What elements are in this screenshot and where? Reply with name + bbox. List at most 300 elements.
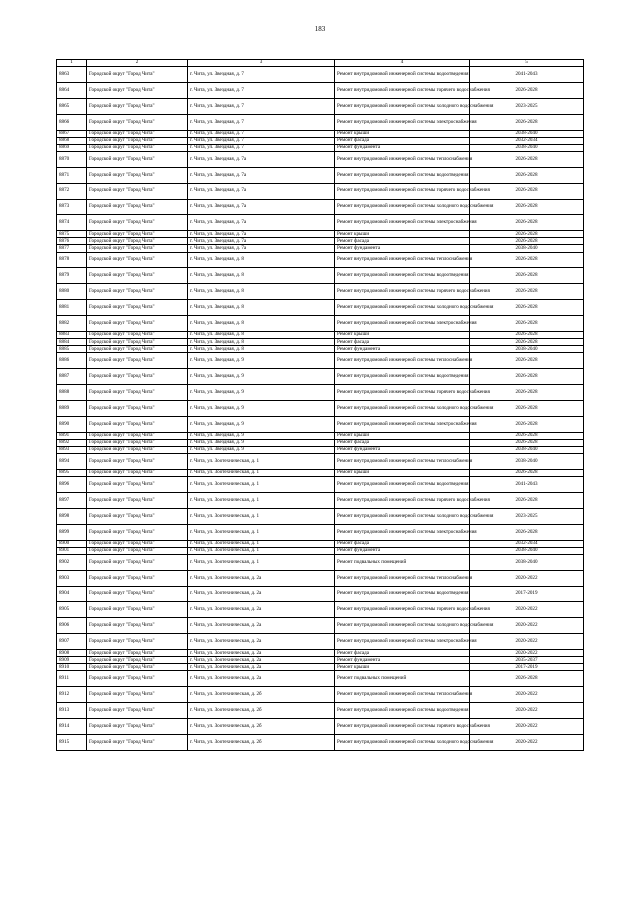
period-cell: 2026-2028 [470, 492, 584, 508]
work-type-cell: Ремонт внутридомовой инженерной системы теплоснабжения [335, 353, 470, 369]
work-type-cell: Ремонт фасада [335, 540, 470, 547]
address-cell: г. Чита, ул. Зоотехническая, д. 1 [188, 540, 335, 547]
row-number-cell: 8866 [57, 114, 87, 130]
address-cell: г. Чита, ул. Звездная, д. 8 [188, 300, 335, 316]
address-cell: г. Чита, ул. Звездная, д. 7а [188, 151, 335, 167]
period-cell: 2026-2028 [470, 215, 584, 231]
address-cell: г. Чита, ул. Зоотехническая, д. 2а [188, 634, 335, 650]
address-cell: г. Чита, ул. Звездная, д. 7а [188, 183, 335, 199]
work-type-cell: Ремонт внутридомовой инженерной системы холодного водоснабжения [335, 618, 470, 634]
municipality-cell: Городской округ "Город Чита" [87, 353, 188, 369]
table-row [57, 618, 584, 634]
work-type-cell: Ремонт внутридомовой инженерной системы электроснабжения [335, 215, 470, 231]
work-type-cell: Ремонт внутридомовой инженерной системы электроснабжения [335, 114, 470, 130]
table-row [57, 570, 584, 586]
table-row [57, 238, 584, 245]
municipality-cell: Городской округ "Город Чита" [87, 469, 188, 476]
period-cell: 2026-2028 [470, 400, 584, 416]
work-type-cell: Ремонт внутридомовой инженерной системы горячего водоснабжения [335, 82, 470, 98]
period-cell: 2026-2028 [470, 238, 584, 245]
address-cell: г. Чита, ул. Звездная, д. 8 [188, 252, 335, 268]
row-number-cell: 8873 [57, 199, 87, 215]
period-cell: 2038-2040 [470, 346, 584, 353]
address-cell: г. Чита, ул. Звездная, д. 9 [188, 432, 335, 439]
address-cell: г. Чита, ул. Зоотехническая, д. 2а [188, 618, 335, 634]
row-number-cell: 8864 [57, 82, 87, 98]
address-cell: г. Чита, ул. Зоотехническая, д. 2б [188, 719, 335, 735]
column-number: 2 [87, 60, 188, 67]
period-cell: 2026-2028 [470, 284, 584, 300]
work-type-cell: Ремонт фасада [335, 439, 470, 446]
municipality-cell: Городской округ "Город Чита" [87, 602, 188, 618]
address-cell: г. Чита, ул. Зоотехническая, д. 1 [188, 477, 335, 493]
period-cell: 2026-2028 [470, 82, 584, 98]
address-cell: г. Чита, ул. Звездная, д. 7 [188, 137, 335, 144]
address-cell: г. Чита, ул. Звездная, д. 7а [188, 199, 335, 215]
period-cell: 2038-2040 [470, 454, 584, 470]
municipality-cell: Городской округ "Город Чита" [87, 477, 188, 493]
row-number-cell: 8863 [57, 67, 87, 83]
period-cell: 2026-2028 [470, 369, 584, 385]
work-type-cell: Ремонт крыши [335, 469, 470, 476]
row-number-cell: 8882 [57, 316, 87, 332]
municipality-cell: Городской округ "Город Чита" [87, 671, 188, 687]
row-number-cell: 8884 [57, 339, 87, 346]
work-type-cell: Ремонт внутридомовой инженерной системы водоотведения [335, 67, 470, 83]
work-type-cell: Ремонт крыши [335, 231, 470, 238]
address-cell: г. Чита, ул. Звездная, д. 8 [188, 284, 335, 300]
address-cell: г. Чита, ул. Зоотехническая, д. 2б [188, 734, 335, 750]
work-type-cell: Ремонт внутридомовой инженерной системы водоотведения [335, 369, 470, 385]
period-cell: 2026-2028 [470, 268, 584, 284]
work-type-cell: Ремонт внутридомовой инженерной системы водоотведения [335, 586, 470, 602]
municipality-cell: Городской округ "Город Чита" [87, 439, 188, 446]
row-number-cell: 8905 [57, 602, 87, 618]
period-cell: 2026-2028 [470, 524, 584, 540]
row-number-cell: 8913 [57, 703, 87, 719]
period-cell: 2026-2028 [470, 114, 584, 130]
period-cell: 2026-2028 [470, 469, 584, 476]
table-row [57, 547, 584, 554]
row-number-cell: 8894 [57, 454, 87, 470]
work-type-cell: Ремонт внутридомовой инженерной системы холодного водоснабжения [335, 300, 470, 316]
row-number-cell: 8907 [57, 634, 87, 650]
work-type-cell: Ремонт внутридомовой инженерной системы водоотведения [335, 268, 470, 284]
municipality-cell: Городской округ "Город Чита" [87, 137, 188, 144]
work-type-cell: Ремонт внутридомовой инженерной системы горячего водоснабжения [335, 602, 470, 618]
work-type-cell: Ремонт внутридомовой инженерной системы теплоснабжения [335, 151, 470, 167]
table-row [57, 634, 584, 650]
row-number-cell: 8910 [57, 664, 87, 671]
municipality-cell: Городской округ "Город Чита" [87, 300, 188, 316]
period-cell: 2026-2028 [470, 416, 584, 432]
column-number: 4 [335, 60, 470, 67]
address-cell: г. Чита, ул. Звездная, д. 9 [188, 416, 335, 432]
period-cell: 2020-2022 [470, 618, 584, 634]
page-number: 183 [314, 25, 326, 33]
municipality-cell: Городской округ "Город Чита" [87, 400, 188, 416]
period-cell: 2026-2028 [470, 252, 584, 268]
table-row [57, 332, 584, 339]
work-type-cell: Ремонт крыши [335, 664, 470, 671]
period-cell: 2038-2040 [470, 446, 584, 453]
address-cell: г. Чита, ул. Зоотехническая, д. 2б [188, 687, 335, 703]
municipality-cell: Городской округ "Город Чита" [87, 268, 188, 284]
row-number-cell: 8898 [57, 508, 87, 524]
municipality-cell: Городской округ "Город Чита" [87, 238, 188, 245]
work-type-cell: Ремонт крыши [335, 130, 470, 137]
municipality-cell: Городской округ "Город Чита" [87, 82, 188, 98]
table-row [57, 602, 584, 618]
period-cell: 2026-2028 [470, 151, 584, 167]
row-number-cell: 8883 [57, 332, 87, 339]
municipality-cell: Городской округ "Город Чита" [87, 332, 188, 339]
table-row [57, 252, 584, 268]
period-cell: 2041-2043 [470, 67, 584, 83]
work-type-cell: Ремонт фундамента [335, 346, 470, 353]
address-cell: г. Чита, ул. Зоотехническая, д. 1 [188, 508, 335, 524]
address-cell: г. Чита, ул. Зоотехническая, д. 2а [188, 657, 335, 664]
row-number-cell: 8911 [57, 671, 87, 687]
address-cell: г. Чита, ул. Звездная, д. 7а [188, 215, 335, 231]
municipality-cell: Городской округ "Город Чита" [87, 144, 188, 151]
work-type-cell: Ремонт фасада [335, 137, 470, 144]
row-number-cell: 8906 [57, 618, 87, 634]
work-type-cell: Ремонт фундамента [335, 547, 470, 554]
period-cell: 2026-2028 [470, 300, 584, 316]
municipality-cell: Городской округ "Город Чита" [87, 114, 188, 130]
municipality-cell: Городской округ "Город Чита" [87, 492, 188, 508]
municipality-cell: Городской округ "Город Чита" [87, 215, 188, 231]
address-cell: г. Чита, ул. Звездная, д. 9 [188, 446, 335, 453]
row-number-cell: 8892 [57, 439, 87, 446]
work-type-cell: Ремонт внутридомовой инженерной системы холодного водоснабжения [335, 400, 470, 416]
table-row [57, 199, 584, 215]
period-cell: 2041-2043 [470, 477, 584, 493]
table-row [57, 385, 584, 401]
row-number-cell: 8874 [57, 215, 87, 231]
address-cell: г. Чита, ул. Звездная, д. 7а [188, 238, 335, 245]
row-number-cell: 8915 [57, 734, 87, 750]
period-cell: 2020-2022 [470, 719, 584, 735]
period-cell: 2026-2028 [470, 439, 584, 446]
period-cell: 2020-2022 [470, 734, 584, 750]
address-cell: г. Чита, ул. Зоотехническая, д. 1 [188, 524, 335, 540]
column-number-row [57, 60, 584, 67]
column-number: 5 [470, 60, 584, 67]
municipality-cell: Городской округ "Город Чита" [87, 657, 188, 664]
period-cell: 2020-2022 [470, 650, 584, 657]
period-cell: 2038-2040 [470, 144, 584, 151]
municipality-cell: Городской округ "Город Чита" [87, 570, 188, 586]
row-number-cell: 8885 [57, 346, 87, 353]
column-number: 1 [57, 60, 87, 67]
period-cell: 2020-2022 [470, 634, 584, 650]
address-cell: г. Чита, ул. Звездная, д. 8 [188, 346, 335, 353]
period-cell: 2023-2025 [470, 508, 584, 524]
municipality-cell: Городской округ "Город Чита" [87, 703, 188, 719]
period-cell: 2017-2019 [470, 586, 584, 602]
table-row [57, 167, 584, 183]
period-cell: 2026-2028 [470, 316, 584, 332]
address-cell: г. Чита, ул. Зоотехническая, д. 2б [188, 703, 335, 719]
address-cell: г. Чита, ул. Зоотехническая, д. 1 [188, 547, 335, 554]
row-number-cell: 8908 [57, 650, 87, 657]
work-type-cell: Ремонт внутридомовой инженерной системы электроснабжения [335, 416, 470, 432]
municipality-cell: Городской округ "Город Чита" [87, 199, 188, 215]
table-row [57, 300, 584, 316]
work-type-cell: Ремонт внутридомовой инженерной системы теплоснабжения [335, 252, 470, 268]
period-cell: 2038-2040 [470, 547, 584, 554]
municipality-cell: Городской округ "Город Чита" [87, 650, 188, 657]
table-row [57, 215, 584, 231]
table-row [57, 67, 584, 83]
municipality-cell: Городской округ "Город Чита" [87, 98, 188, 114]
table-row [57, 657, 584, 664]
municipality-cell: Городской округ "Город Чита" [87, 339, 188, 346]
address-cell: г. Чита, ул. Зоотехническая, д. 1 [188, 492, 335, 508]
address-cell: г. Чита, ул. Звездная, д. 7а [188, 231, 335, 238]
period-cell: 2026-2028 [470, 183, 584, 199]
capital-repair-table [56, 59, 584, 751]
address-cell: г. Чита, ул. Зоотехническая, д. 1 [188, 554, 335, 570]
table-row [57, 650, 584, 657]
address-cell: г. Чита, ул. Зоотехническая, д. 2а [188, 586, 335, 602]
address-cell: г. Чита, ул. Звездная, д. 7 [188, 67, 335, 83]
row-number-cell: 8900 [57, 540, 87, 547]
municipality-cell: Городской округ "Город Чита" [87, 432, 188, 439]
period-cell: 2026-2028 [470, 231, 584, 238]
address-cell: г. Чита, ул. Звездная, д. 9 [188, 439, 335, 446]
work-type-cell: Ремонт внутридомовой инженерной системы холодного водоснабжения [335, 199, 470, 215]
row-number-cell: 8887 [57, 369, 87, 385]
municipality-cell: Городской округ "Город Чита" [87, 183, 188, 199]
municipality-cell: Городской округ "Город Чита" [87, 245, 188, 252]
work-type-cell: Ремонт внутридомовой инженерной системы холодного водоснабжения [335, 508, 470, 524]
table-row [57, 687, 584, 703]
row-number-cell: 8889 [57, 400, 87, 416]
table-row [57, 183, 584, 199]
table-row [57, 719, 584, 735]
address-cell: г. Чита, ул. Звездная, д. 7а [188, 167, 335, 183]
table-row [57, 144, 584, 151]
work-type-cell: Ремонт внутридомовой инженерной системы электроснабжения [335, 524, 470, 540]
work-type-cell: Ремонт фундамента [335, 446, 470, 453]
work-type-cell: Ремонт внутридомовой инженерной системы водоотведения [335, 477, 470, 493]
row-number-cell: 8903 [57, 570, 87, 586]
row-number-cell: 8912 [57, 687, 87, 703]
municipality-cell: Городской округ "Город Чита" [87, 346, 188, 353]
municipality-cell: Городской округ "Город Чита" [87, 369, 188, 385]
table-body [57, 67, 584, 751]
table-row [57, 245, 584, 252]
work-type-cell: Ремонт внутридомовой инженерной системы теплоснабжения [335, 570, 470, 586]
municipality-cell: Городской округ "Город Чита" [87, 586, 188, 602]
municipality-cell: Городской округ "Город Чита" [87, 446, 188, 453]
row-number-cell: 8881 [57, 300, 87, 316]
period-cell: 2038-2040 [470, 554, 584, 570]
table-row [57, 508, 584, 524]
work-type-cell: Ремонт внутридомовой инженерной системы электроснабжения [335, 634, 470, 650]
period-cell: 2020-2022 [470, 687, 584, 703]
table-row [57, 339, 584, 346]
period-cell: 2020-2022 [470, 602, 584, 618]
table-row [57, 416, 584, 432]
row-number-cell: 8870 [57, 151, 87, 167]
table-row [57, 671, 584, 687]
table-row [57, 524, 584, 540]
work-type-cell: Ремонт внутридомовой инженерной системы водоотведения [335, 167, 470, 183]
period-cell: 2038-2040 [470, 245, 584, 252]
row-number-cell: 8869 [57, 144, 87, 151]
work-type-cell: Ремонт крыши [335, 432, 470, 439]
table-row [57, 316, 584, 332]
address-cell: г. Чита, ул. Звездная, д. 8 [188, 332, 335, 339]
row-number-cell: 8899 [57, 524, 87, 540]
address-cell: г. Чита, ул. Звездная, д. 7 [188, 144, 335, 151]
period-cell: 2032-2034 [470, 540, 584, 547]
municipality-cell: Городской округ "Город Чита" [87, 547, 188, 554]
work-type-cell: Ремонт внутридомовой инженерной системы теплоснабжения [335, 454, 470, 470]
address-cell: г. Чита, ул. Звездная, д. 9 [188, 385, 335, 401]
address-cell: г. Чита, ул. Звездная, д. 7 [188, 114, 335, 130]
table-row [57, 586, 584, 602]
work-type-cell: Ремонт фасада [335, 339, 470, 346]
address-cell: г. Чита, ул. Зоотехническая, д. 2а [188, 602, 335, 618]
municipality-cell: Городской округ "Город Чита" [87, 664, 188, 671]
row-number-cell: 8875 [57, 231, 87, 238]
address-cell: г. Чита, ул. Звездная, д. 7 [188, 130, 335, 137]
row-number-cell: 8897 [57, 492, 87, 508]
row-number-cell: 8893 [57, 446, 87, 453]
row-number-cell: 8877 [57, 245, 87, 252]
table-row [57, 98, 584, 114]
period-cell: 2026-2028 [470, 432, 584, 439]
address-cell: г. Чита, ул. Зоотехническая, д. 1 [188, 454, 335, 470]
period-cell: 2026-2028 [470, 332, 584, 339]
work-type-cell: Ремонт фасада [335, 650, 470, 657]
table-row [57, 446, 584, 453]
table-row [57, 469, 584, 476]
row-number-cell: 8880 [57, 284, 87, 300]
address-cell: г. Чита, ул. Зоотехническая, д. 1 [188, 469, 335, 476]
row-number-cell: 8879 [57, 268, 87, 284]
work-type-cell: Ремонт внутридомовой инженерной системы теплоснабжения [335, 687, 470, 703]
municipality-cell: Городской округ "Город Чита" [87, 454, 188, 470]
table-row [57, 82, 584, 98]
municipality-cell: Городской округ "Город Чита" [87, 67, 188, 83]
table-row [57, 492, 584, 508]
address-cell: г. Чита, ул. Зоотехническая, д. 2а [188, 570, 335, 586]
municipality-cell: Городской округ "Город Чита" [87, 687, 188, 703]
municipality-cell: Городской округ "Город Чита" [87, 284, 188, 300]
work-type-cell: Ремонт фундамента [335, 245, 470, 252]
row-number-cell: 8891 [57, 432, 87, 439]
table-row [57, 231, 584, 238]
row-number-cell: 8896 [57, 477, 87, 493]
column-number: 3 [188, 60, 335, 67]
row-number-cell: 8868 [57, 137, 87, 144]
row-number-cell: 8878 [57, 252, 87, 268]
period-cell: 2020-2022 [470, 570, 584, 586]
table-row [57, 268, 584, 284]
work-type-cell: Ремонт внутридомовой инженерной системы холодного водоснабжения [335, 734, 470, 750]
row-number-cell: 8902 [57, 554, 87, 570]
row-number-cell: 8914 [57, 719, 87, 735]
table-row [57, 346, 584, 353]
work-type-cell: Ремонт фундамента [335, 144, 470, 151]
municipality-cell: Городской округ "Город Чита" [87, 167, 188, 183]
work-type-cell: Ремонт внутридомовой инженерной системы горячего водоснабжения [335, 183, 470, 199]
municipality-cell: Городской округ "Город Чита" [87, 719, 188, 735]
period-cell: 2017-2019 [470, 664, 584, 671]
row-number-cell: 8886 [57, 353, 87, 369]
municipality-cell: Городской округ "Город Чита" [87, 130, 188, 137]
municipality-cell: Городской округ "Город Чита" [87, 231, 188, 238]
table-row [57, 151, 584, 167]
work-type-cell: Ремонт фасада [335, 238, 470, 245]
address-cell: г. Чита, ул. Зоотехническая, д. 2а [188, 650, 335, 657]
work-type-cell: Ремонт внутридомовой инженерной системы горячего водоснабжения [335, 385, 470, 401]
municipality-cell: Городской округ "Город Чита" [87, 734, 188, 750]
period-cell: 2026-2028 [470, 353, 584, 369]
work-type-cell: Ремонт внутридомовой инженерной системы электроснабжения [335, 316, 470, 332]
table-row [57, 477, 584, 493]
municipality-cell: Городской округ "Город Чита" [87, 524, 188, 540]
address-cell: г. Чита, ул. Звездная, д. 8 [188, 316, 335, 332]
address-cell: г. Чита, ул. Звездная, д. 8 [188, 268, 335, 284]
address-cell: г. Чита, ул. Зоотехническая, д. 2а [188, 664, 335, 671]
period-cell: 2023-2025 [470, 98, 584, 114]
table-row [57, 454, 584, 470]
period-cell: 2035-2037 [470, 657, 584, 664]
row-number-cell: 8876 [57, 238, 87, 245]
municipality-cell: Городской округ "Город Чита" [87, 634, 188, 650]
row-number-cell: 8904 [57, 586, 87, 602]
period-cell: 2026-2028 [470, 385, 584, 401]
municipality-cell: Городской округ "Город Чита" [87, 554, 188, 570]
table-row [57, 353, 584, 369]
municipality-cell: Городской округ "Город Чита" [87, 385, 188, 401]
row-number-cell: 8901 [57, 547, 87, 554]
row-number-cell: 8890 [57, 416, 87, 432]
period-cell: 2026-2028 [470, 671, 584, 687]
period-cell: 2026-2028 [470, 167, 584, 183]
address-cell: г. Чита, ул. Зоотехническая, д. 2а [188, 671, 335, 687]
table-row [57, 114, 584, 130]
period-cell: 2026-2028 [470, 199, 584, 215]
table-row [57, 664, 584, 671]
municipality-cell: Городской округ "Город Чита" [87, 416, 188, 432]
table-row [57, 369, 584, 385]
row-number-cell: 8865 [57, 98, 87, 114]
row-number-cell: 8895 [57, 469, 87, 476]
municipality-cell: Городской округ "Город Чита" [87, 540, 188, 547]
table-row [57, 703, 584, 719]
municipality-cell: Городской округ "Город Чита" [87, 252, 188, 268]
row-number-cell: 8888 [57, 385, 87, 401]
period-cell: 2038-2040 [470, 130, 584, 137]
period-cell: 2026-2028 [470, 339, 584, 346]
work-type-cell: Ремонт внутридомовой инженерной системы холодного водоснабжения [335, 98, 470, 114]
work-type-cell: Ремонт подвальных помещений [335, 671, 470, 687]
work-type-cell: Ремонт крыши [335, 332, 470, 339]
address-cell: г. Чита, ул. Звездная, д. 9 [188, 400, 335, 416]
table-row [57, 734, 584, 750]
work-type-cell: Ремонт внутридомовой инженерной системы горячего водоснабжения [335, 719, 470, 735]
row-number-cell: 8871 [57, 167, 87, 183]
table-row [57, 554, 584, 570]
